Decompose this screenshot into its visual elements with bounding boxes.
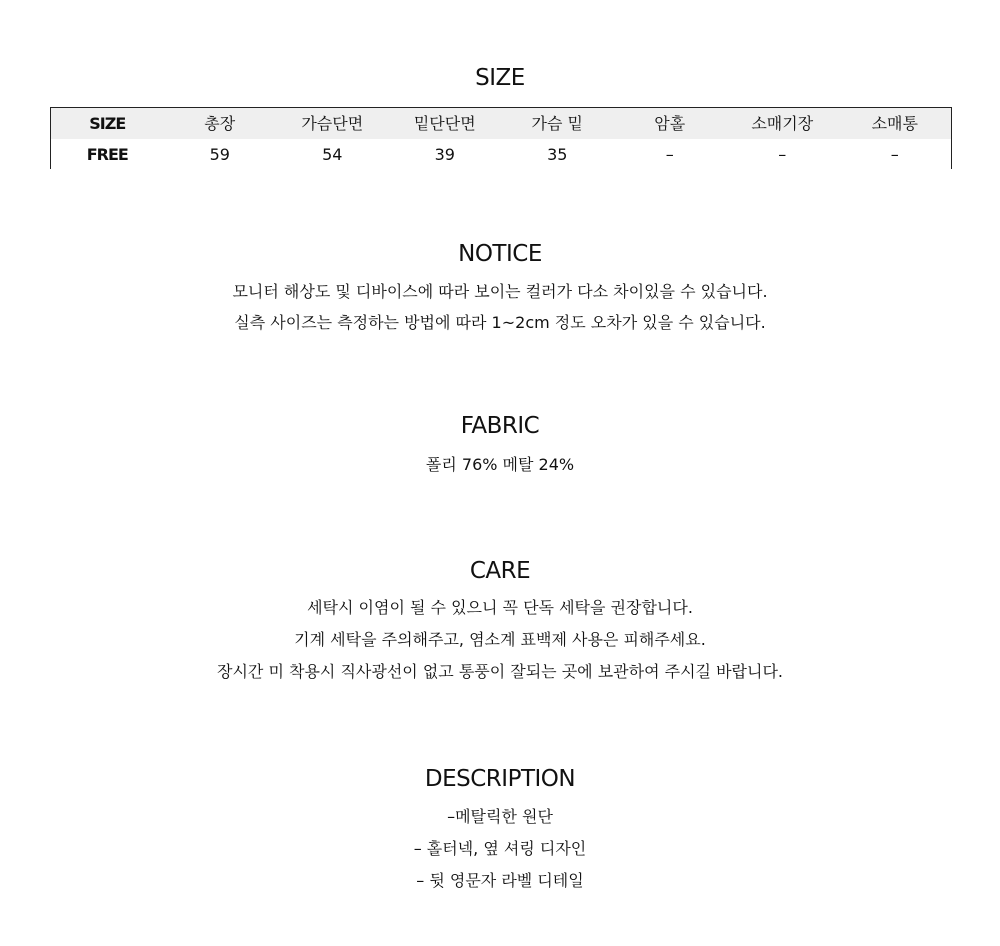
size-section-title: SIZE	[475, 65, 525, 91]
size-header-cell: 가슴 밑	[531, 114, 583, 133]
size-value-cell: –	[778, 145, 787, 164]
notice-line: 실측 사이즈는 측정하는 방법에 따라 1~2cm 정도 오차가 있을 수 있습니다.	[234, 313, 766, 332]
size-value-cell: 35	[547, 145, 568, 164]
fabric-section-title: FABRIC	[460, 413, 540, 439]
size-value-cell: 59	[209, 145, 230, 164]
description-section-title: DESCRIPTION	[424, 766, 576, 792]
notice-section-title: NOTICE	[458, 241, 542, 267]
notice-line: 모니터 해상도 및 디바이스에 따라 보이는 컬러가 다소 차이있을 수 있습니다.	[232, 282, 768, 301]
care-line: 장시간 미 착용시 직사광선이 없고 통풍이 잘되는 곳에 보관하여 주시길 바랍니다.	[217, 662, 783, 681]
size-header-cell: 총장	[204, 114, 236, 133]
size-header-cell: 가슴단면	[301, 114, 364, 133]
size-header-cell: 밑단단면	[413, 114, 476, 133]
size-value-cell: 39	[434, 145, 455, 164]
care-section-title: CARE	[469, 558, 531, 584]
size-table-value-row	[51, 139, 951, 170]
fabric-line: 폴리 76% 메탈 24%	[425, 455, 575, 474]
care-line: 세탁시 이염이 될 수 있으니 꼭 단독 세탁을 권장합니다.	[307, 598, 693, 617]
care-line: 기계 세탁을 주의해주고, 염소계 표백제 사용은 피해주세요.	[294, 630, 706, 649]
description-line: – 홀터넥, 옆 셔링 디자인	[413, 839, 587, 858]
description-line: – 뒷 영문자 라벨 디테일	[416, 871, 584, 890]
size-header-cell: 암홀	[654, 114, 686, 133]
description-line: –메탈릭한 원단	[447, 807, 553, 826]
size-value-cell: –	[665, 145, 674, 164]
size-table	[50, 107, 952, 169]
size-table-header-row	[51, 108, 951, 139]
size-value-cell: 54	[322, 145, 343, 164]
size-value-cell: FREE	[86, 145, 128, 164]
size-header-cell: 소매기장	[751, 114, 814, 133]
size-value-cell: –	[890, 145, 899, 164]
size-header-cell: 소매통	[871, 114, 918, 133]
size-header-cell: SIZE	[89, 114, 126, 133]
